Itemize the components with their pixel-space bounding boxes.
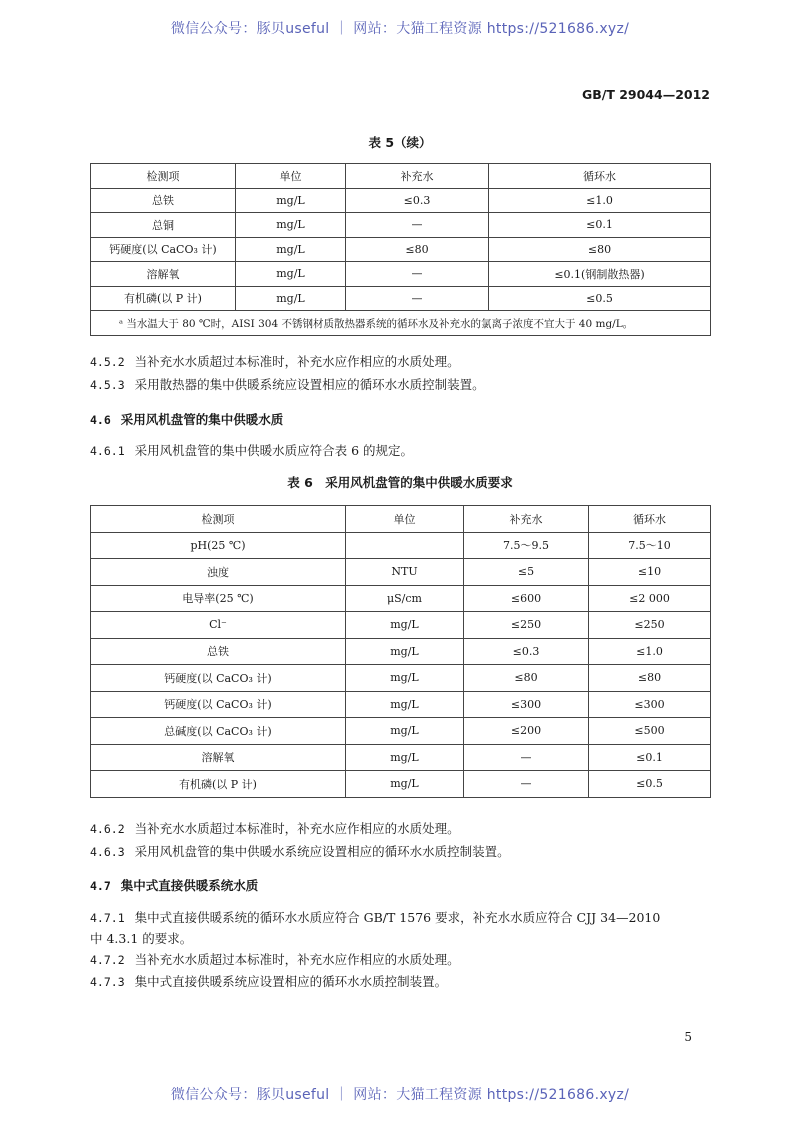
table-cell: ≤10 — [589, 559, 711, 586]
table6-caption: 表 6 采用风机盘管的集中供暖水质要求 — [287, 475, 513, 490]
table-note-row — [91, 311, 711, 336]
clause-text: 采用风机盘管的集中供暖水系统应设置相应的循环水水质控制装置。 — [134, 844, 510, 859]
table-cell: mg/L — [236, 213, 346, 238]
table-cell: ≤5 — [464, 559, 589, 586]
table-cell: 溶解氧 — [91, 262, 236, 287]
table-cell: ≤0.3 — [346, 188, 489, 213]
header-cell: 循环水 — [489, 164, 711, 189]
table-cell: ≤300 — [464, 691, 589, 718]
table-cell: — — [464, 744, 589, 771]
table-row — [91, 188, 711, 213]
section-title: 采用风机盘管的集中供暖水质 — [120, 412, 284, 427]
section-heading-4-7 — [90, 876, 258, 894]
table-cell: mg/L — [346, 691, 464, 718]
table-cell: 电导率(25 ℃) — [91, 585, 346, 612]
clause-number: 4.5.2 — [90, 355, 125, 369]
clause-number: 4.6.1 — [90, 444, 125, 458]
clause-4-6-1 — [90, 441, 413, 459]
clause-4-5-3 — [90, 375, 485, 393]
table-cell: mg/L — [346, 771, 464, 798]
section-number: 4.6 — [90, 413, 111, 427]
clause-text: 采用散热器的集中供暖系统应设置相应的循环水水质控制装置。 — [134, 377, 485, 392]
header-cell: 单位 — [346, 506, 464, 533]
table-cell: ≤0.1(钢制散热器) — [489, 262, 711, 287]
table-header-row — [91, 506, 711, 533]
clause-4-7-1 — [90, 908, 660, 926]
table-cell — [346, 532, 464, 559]
table-cell: 钙硬度(以 CaCO₃ 计) — [91, 237, 236, 262]
section-number: 4.7 — [90, 879, 111, 893]
clause-text: 当补充水水质超过本标准时，补充水应作相应的水质处理。 — [134, 952, 460, 967]
table-cell: mg/L — [346, 665, 464, 692]
clause-number: 4.5.3 — [90, 378, 125, 392]
table-cell: ≤200 — [464, 718, 589, 745]
clause-number: 4.6.3 — [90, 845, 125, 859]
table-cell: 钙硬度(以 CaCO₃ 计) — [91, 691, 346, 718]
table-cell: — — [346, 262, 489, 287]
page-number: 5 — [684, 1030, 692, 1044]
table-cell: ≤0.1 — [589, 744, 711, 771]
clause-text: 当补充水水质超过本标准时，补充水应作相应的水质处理。 — [134, 354, 460, 369]
table-cell: ≤500 — [589, 718, 711, 745]
header-cell: 单位 — [236, 164, 346, 189]
clause-number: 4.6.2 — [90, 822, 125, 836]
table-cell: pH(25 ℃) — [91, 532, 346, 559]
watermark-bottom: 微信公众号：豚贝useful ｜ 网站：大猫工程资源 https://521686.xyz/ — [170, 1087, 630, 1103]
table-row — [91, 262, 711, 287]
table-cell: 有机磷(以 P 计) — [91, 286, 236, 311]
table-cell: mg/L — [236, 286, 346, 311]
table-cell: mg/L — [236, 237, 346, 262]
clause-text: 集中式直接供暖系统应设置相应的循环水水质控制装置。 — [134, 974, 448, 989]
table-cell: NTU — [346, 559, 464, 586]
clause-4-6-2 — [90, 819, 460, 837]
table-cell: mg/L — [346, 744, 464, 771]
table-row — [91, 718, 711, 745]
table5-caption: 表 5（续） — [368, 135, 432, 150]
table-header-row — [91, 164, 711, 189]
table-cell: μS/cm — [346, 585, 464, 612]
table-cell: ≤0.3 — [464, 638, 589, 665]
section-heading-4-6 — [90, 410, 283, 428]
table-cell: ≤0.5 — [489, 286, 711, 311]
table-row — [91, 532, 711, 559]
table-cell: ≤80 — [464, 665, 589, 692]
clause-number: 4.7.2 — [90, 953, 125, 967]
header-cell: 补充水 — [346, 164, 489, 189]
table-cell: ≤300 — [589, 691, 711, 718]
table-cell: 有机磷(以 P 计) — [91, 771, 346, 798]
table-cell: ≤250 — [589, 612, 711, 639]
table-cell: mg/L — [346, 612, 464, 639]
clause-text: 采用风机盘管的集中供暖水质应符合表 6 的规定。 — [134, 443, 414, 458]
table-cell: ≤1.0 — [589, 638, 711, 665]
section-title: 集中式直接供暖系统水质 — [120, 878, 259, 893]
clause-4-7-1-continuation: 中 4.3.1 的要求。 — [90, 931, 193, 946]
table-cell: — — [346, 286, 489, 311]
table-cell: ≤600 — [464, 585, 589, 612]
header-cell: 检测项 — [91, 164, 236, 189]
table-cell: 总碱度(以 CaCO₃ 计) — [91, 718, 346, 745]
table-cell: ≤2 000 — [589, 585, 711, 612]
table-row — [91, 213, 711, 238]
table-cell: Cl⁻ — [91, 612, 346, 639]
table-row — [91, 744, 711, 771]
table-cell: 7.5～9.5 — [464, 532, 589, 559]
header-cell: 补充水 — [464, 506, 589, 533]
clause-4-7-2 — [90, 950, 460, 968]
clause-4-6-3 — [90, 842, 510, 860]
table-cell: ≤80 — [489, 237, 711, 262]
table-cell: ≤0.1 — [489, 213, 711, 238]
table-row — [91, 665, 711, 692]
table-cell: mg/L — [236, 188, 346, 213]
clause-text: 集中式直接供暖系统的循环水水质应符合 GB/T 1576 要求，补充水水质应符合 CJJ 34—2010 — [134, 910, 661, 925]
watermark-top: 微信公众号：豚贝useful ｜ 网站：大猫工程资源 https://521686.xyz/ — [170, 21, 630, 37]
clause-number: 4.7.3 — [90, 975, 125, 989]
table-row — [91, 585, 711, 612]
table-cell: 钙硬度(以 CaCO₃ 计) — [91, 665, 346, 692]
table-cell: ≤0.5 — [589, 771, 711, 798]
table-cell: ≤1.0 — [489, 188, 711, 213]
clause-text: 当补充水水质超过本标准时，补充水应作相应的水质处理。 — [134, 821, 460, 836]
header-cell: 循环水 — [589, 506, 711, 533]
table-cell: mg/L — [346, 638, 464, 665]
table-row — [91, 691, 711, 718]
standard-number: GB/T 29044—2012 — [581, 87, 710, 102]
table-row — [91, 237, 711, 262]
clause-number: 4.7.1 — [90, 911, 125, 925]
header-cell: 检测项 — [91, 506, 346, 533]
table-row — [91, 771, 711, 798]
table-cell: 7.5～10 — [589, 532, 711, 559]
table-cell: 溶解氧 — [91, 744, 346, 771]
table-cell: mg/L — [346, 718, 464, 745]
table-cell: ≤80 — [589, 665, 711, 692]
table-row — [91, 286, 711, 311]
table-cell: mg/L — [236, 262, 346, 287]
table-cell: 总铜 — [91, 213, 236, 238]
table-cell: ≤250 — [464, 612, 589, 639]
table-row — [91, 638, 711, 665]
table-cell: 浊度 — [91, 559, 346, 586]
table-cell: ≤80 — [346, 237, 489, 262]
clause-4-5-2 — [90, 352, 460, 370]
clause-4-7-3 — [90, 972, 447, 990]
table5 — [90, 163, 711, 336]
table-cell: — — [464, 771, 589, 798]
table6 — [90, 505, 711, 798]
table-cell: 总铁 — [91, 638, 346, 665]
table-row — [91, 559, 711, 586]
table-cell: — — [346, 213, 489, 238]
table-cell: 总铁 — [91, 188, 236, 213]
table-row — [91, 612, 711, 639]
table5-footnote: ᵃ 当水温大于 80 ℃时，AISI 304 不锈钢材质散热器系统的循环水及补充水的氯离子浓度不宜大于 40 mg/L。 — [91, 311, 711, 336]
